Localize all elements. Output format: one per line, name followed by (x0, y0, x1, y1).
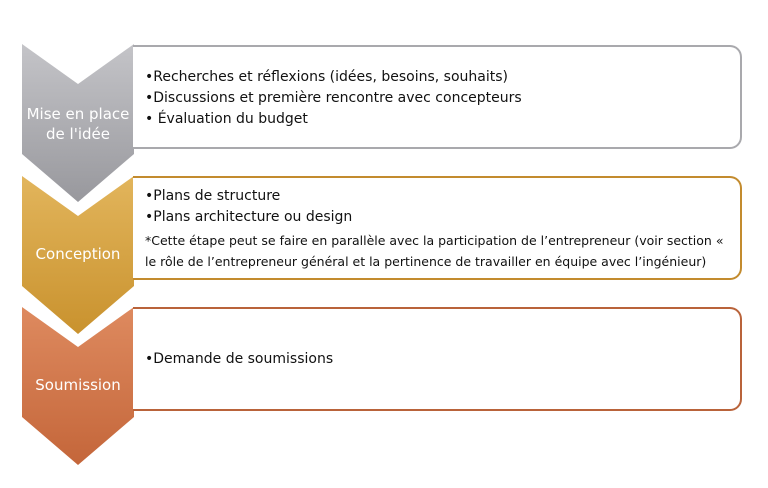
bullet-item: •Recherches et réflexions (idées, besoins, souhaits) (145, 69, 508, 85)
stage-label-line1: Mise en place (26, 105, 130, 123)
bullet-item: •Plans architecture ou design (145, 209, 353, 225)
bullet-item: •Plans de structure (145, 188, 281, 204)
stage-box-conception (133, 176, 742, 280)
stage-label-line2: de l'idée (46, 125, 110, 143)
stage-box-soumission (133, 307, 742, 411)
bullet-item: • Évaluation du budget (145, 111, 308, 127)
stage-label: Conception (35, 245, 121, 263)
stage-box-mise-en-place (133, 45, 742, 149)
bullet-item: •Discussions et première rencontre avec concepteurs (145, 90, 522, 106)
stage-label: Soumission (35, 376, 121, 394)
stage-chevron-soumission (22, 307, 138, 467)
bullet-item: •Demande de soumissions (145, 351, 334, 367)
stage-label (22, 104, 134, 144)
stage-note: *Cette étape peut se faire en parallèle avec la participation de l’entrepreneur (voir section « le rôle de l’entrepreneur général et la pertinence de travailler en équipe avec l’ingénieur) (145, 233, 724, 269)
